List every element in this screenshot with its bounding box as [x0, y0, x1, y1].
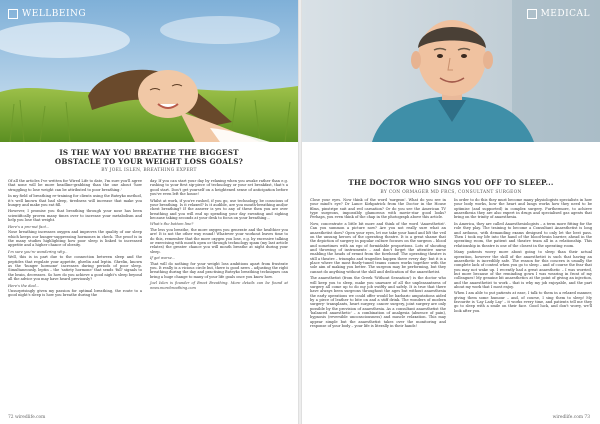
subheading: Here's the deal... — [8, 283, 40, 288]
paragraph: Well, this is in part due to the connection between sleep and the peptides that regulate your appetite, ghrelin and leptin. Ghrelin, known as the 'hunger hormone' increases during periods of poor sleep. Simultaneously, leptin – the 'satiety hormone' that sends 'full' signals to the brain, decreases. So how do you achieve a good night's sleep beyond all the advice you may have heard previously? — [8, 255, 142, 281]
page-folio: wiredlife.com 73 — [552, 415, 590, 420]
title-line-2: OBSTACLE TO YOUR WEIGHT LOSS GOALS? — [54, 157, 244, 166]
paragraph: Whilst at work, if you're rushed, if you go, use technology, be conscious of your breathing. Is it relaxed? Is it audible, are you mouth-breathing and/or chest breathing? If the answer is yes to any of these then you are over breathing and you will end up spending your day sweating and sighing because taking seconds at your desk to focus on your breathing... — [150, 198, 288, 220]
page-folio: 72 wiredlife.com — [8, 415, 46, 420]
article-title — [10, 148, 288, 166]
paragraph: However, I promise you that breathing through your nose has been scientifically proven many times over to increase your metabolism and help you lose that weight. — [8, 209, 142, 223]
paragraph: Of all the articles I've written for Wired Life to date, I'm sure you'll agree that none will be more headline-grabbing than the one about 'how struggling to lose weight can be attributed to poor breathing.' — [8, 179, 142, 192]
paragraph: In America, they are called Anaesthesiologists – a term more fitting for the role they play. The training to become a Consultant Anaesthetist is long and arduous, with demanding exams designed to only let the best pass. Then I took my life into the hand of the blood-brain barrier, ahead in the operating room, the patient and theatre team all in a relationship. This relationship in theatre is one of the closest in the operating room. — [454, 221, 592, 248]
paragraph: day. If you can start your day by relaxing when you awake rather than e.g. rushing to your first sip-piece of technology or your set breakfast, that's a good start. Don't get yourself on a heightened sense of anticipation before you've even left the house! — [150, 179, 288, 197]
hero-photo-woman-grass — [0, 0, 298, 142]
paragraph: In order to do this they must become many physiologists specialists in how your body works, how the heart and lungs works how they need to be optimise (and supported) in complex surgery. Furthermore, to achieve anaesthesia they are also expert in drugs and specialised gas agents that bring on the trinity of anaesthesia. — [454, 198, 592, 220]
right-page — [302, 0, 600, 424]
photo-scene-right — [302, 0, 600, 142]
photo-scene-left — [0, 0, 298, 142]
paragraph: When I am able to put patients at ease, I talk to them in a relaxed manner, giving them some humour – and, of course, I sing them to sleep! My favourite is 'Lay Lady Lay' – it works every time, and patients tell me they go to sleep with a smile on their face. Good luck, and don't worry, we'll look after you. — [454, 291, 592, 313]
body-column-1 — [8, 179, 142, 300]
section-tag-medical — [527, 9, 590, 19]
hero-photo-surgeon — [302, 0, 600, 142]
paragraph: Nose breathing increases oxygen and improves the quality of our sleep which keeps our hunger-suppressing hormones in check. The proof is in the many studies highlighting how poor sleep is linked to increased appetite and a higher chance of obesity. — [8, 230, 142, 248]
paragraph: The anaesthetist (from the Greek 'Without Sensation') is the doctor who will keep you to sleep, make you unaware of all the unpleasantness of surgery all come up to do my job swiftly and safely. It is true that there have always been surgeons throughout the ages but without anaesthesia the early operations we could offer would be barbaric amputations aided by a piece of leather to bite on and a stiff drink. The wonders of modern surgery- transplants, heart surgery, cancer surgery, joint surgery are only possible by the provision of anaesthesia. As a consultant anaesthetist the 'balanced anaesthetic' – a combination of analgesia (absence of pain), hypnosis (reversible unconsciousness) and muscle relaxation. This may appear simple but the anaesthetist takes over the monitoring and response of your body – your life is literally in their hands! — [310, 276, 446, 328]
body-column-2 — [150, 179, 288, 291]
subheading: If get worse... — [150, 256, 176, 261]
article-byline: BY JOEL ISLEN, BREATHING EXPERT — [101, 168, 197, 173]
body-column-1 — [310, 198, 446, 331]
title-line-1: THE DOCTOR WHO SINGS YOU OFF TO SLEEP... — [348, 178, 554, 187]
subheading: Joel Islen is founder of Breat Breathing. More details can be found at www.morebreathing.com — [150, 281, 288, 290]
section-square-icon — [8, 9, 18, 19]
paragraph: That will do nothing for your weight loss ambitions apart from frustrate you. It really is a vicious circle but, there is good news – adjusting the right breathing during the day and practising Buteyko breathing techniques can bring a huge change to many of your life goals once you know how. — [150, 261, 288, 279]
subheading: I'm sure you're wondering why... — [8, 249, 68, 254]
subheading: What's the bottom line? — [150, 222, 194, 227]
paragraph: Many patients worry more about going to sleep than their actual operation, however the skill of the anaesthetist is such that having an anaesthetic is incredibly safe. The reason for this concern is usually the complete lack of control when you go to sleep – and of course the fear that you may not wake up. I recently had a great anaesthetic – I was worried, but more because of the reminding gown I was wearing in front of my colleagues! My genuine bit anaesthetics at the point of giving an injection, and the anaesthetist to work – that is why my job enjoyable, and the part about my work that I most enjoy. — [454, 250, 592, 289]
paragraph: The less you breathe, the more oxygen you generate and the healthier you are! It is not the other way round! Whatever your workout leaves time to do this, remember that the more oxygen you lose, e.g. by excessive talking or exercising with mouth open or through technology spam (my last article relates) the greater chance you will mouth breathe at night during your sleep. — [150, 228, 288, 254]
section-square-icon — [527, 9, 537, 19]
paragraph: Now, concentrate a little bit more and think of the word 'Anaesthetist'. Can you summon a picture now? Are you not really sure what an anaesthetist does? Open your eyes, let me take your hand and lift the veil on the unsung heroes of the operating theatre. It is a great shame that the depiction of surgery in popular culture focuses on the surgeon – blood and sometimes with an ego of formidable proportions. Lots of shouting and throwing of instruments – and don't forget the attentive nurse enabling the heads of errant from the forehead! The operating theatre is still a theatre – triumphs and tragedies happen there every day- but it is a place where the most finely-tuned teams comes works together with the sole aim of making you better. The surgeon may be performing, but they cannot do anything without the skill and dedication of the anaesthetist. — [310, 221, 446, 274]
article-title — [312, 178, 590, 187]
section-label: WELLBEING — [22, 9, 87, 19]
subheading: Here's a pro-nut fact... — [8, 224, 50, 229]
section-label: MEDICAL — [540, 9, 590, 19]
section-tag-wellbeing — [8, 9, 86, 19]
left-page — [0, 0, 298, 424]
title-line-1: IS THE WAY YOU BREATHE THE BIGGEST — [59, 148, 239, 157]
paragraph: Unsurprisingly given my passion for optimal breathing, the route to a good night's sleep is how you breathe during the — [8, 289, 142, 298]
article-byline: BY CON ORMAGER MD FRCS, CONSULTANT SURGEON — [380, 190, 522, 195]
body-column-2 — [454, 198, 592, 315]
paragraph: In my field of breathing re-training for clients using the Buteyko method, it's well known that bad sleep, tiredness will increase that make you hungry and make you eat fill. — [8, 194, 142, 207]
paragraph: Close your eyes. Now think of the word 'surgeon'. What do you see in your mind's eye? Dr Lance Kirkpatrick from the Doctor in the House films, pinstripe suit and red carnation? Or do you see the American TV type surgeons, impossibly glamorous with movie-star good looks? Perhaps, you even think of the chap in the photograph above this article. — [310, 198, 446, 220]
